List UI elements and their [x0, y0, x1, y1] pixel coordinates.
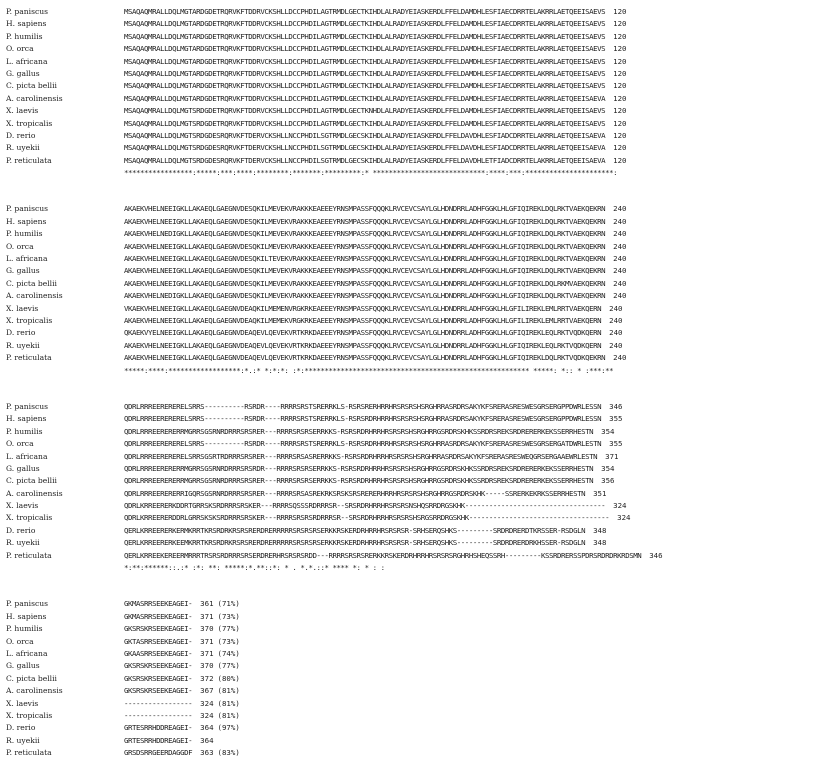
sequence-alignment — [6, 6, 663, 759]
alignment-row — [6, 722, 663, 734]
alignment-row — [6, 401, 663, 413]
alignment-row — [6, 747, 663, 759]
sequence: ----------------- — [124, 698, 193, 708]
alignment-row — [6, 253, 663, 265]
alignment-row — [6, 118, 663, 130]
identity-percent: (77%) — [217, 624, 240, 634]
alignment-block — [6, 598, 663, 759]
species-name: C. picta bellii — [6, 673, 57, 683]
sequence: GKSRSKRSEEKEAGEI- — [124, 624, 193, 634]
species-name: O. orca — [6, 636, 34, 646]
sequence: GRSDSRRGEERDAGGDF — [124, 748, 193, 758]
position-number: 240 — [613, 216, 627, 226]
species-name: C. picta bellii — [6, 81, 57, 91]
sequence: GKMASRRSEEKEAGEI- — [124, 599, 193, 609]
alignment-block — [6, 6, 663, 179]
sequence: QDRLRRREERERERELSRRS----------RSRDR----RRRRSRSTSRERRKLS-RSRSRDRHRRHRSRSRSHSRGHRRASRDRSAKYKFSRERASRESWESGRSERGPPDWRLESSN — [124, 414, 602, 424]
position-number: 240 — [613, 353, 627, 363]
species-name: H. sapiens — [6, 414, 47, 424]
sequence: MSAQAQMRALLDQLMGTSRDGDESRQRVKFTDERVCKSHLLNCCPHDILSGTRMDLGECSKIHDLALRADYEIASKERDLFFELDAVDHLESFIADCDRRTELAKRRLAETQEEISAEVA — [124, 130, 606, 140]
identity-percent: (81%) — [217, 686, 240, 696]
species-name: X. laevis — [6, 106, 39, 116]
position-number: 120 — [613, 44, 627, 54]
consensus-row — [6, 365, 663, 377]
position-number: 120 — [613, 7, 627, 16]
consensus-symbols: *****:****:******************:*.:* *:*:*: :*:******************************************************** *****: *:: * :***:** — [124, 365, 614, 375]
sequence: VKAEKVHELNEEIGKLLAKAEQLGAEGNVDEAQKILMEMENVRGKRKEAEEEYRNSMPASSFQQQKLRVCEVCSAYLGLHDNDRRLADHFGGKLHLGFILIREKLEMLRRTVAEKQERN — [124, 303, 602, 313]
alignment-row — [6, 500, 663, 512]
identity-percent: (74%) — [217, 648, 240, 658]
alignment-row — [6, 68, 663, 80]
position-number: 240 — [609, 340, 623, 350]
alignment-row — [6, 105, 663, 117]
alignment-row — [6, 130, 663, 142]
position-number: 240 — [613, 229, 627, 239]
sequence: AKAEKVHELNEEIGKLLAKAEQLGAEGNVDESQKILMEVEKVRAKKKEAEEEYRNSMPASSFQQQKLRVCEVCSAYLGLHDNDRRLADHFGGKLHLGFIQIREKLDQLRKTVAEKQEKRN — [124, 216, 606, 226]
sequence: MSAQAQMRALLDQLMGTARDGDETRQRVKFTDDRVCKSHLLDCCPHDILAGTRMDLGECTKIHDLALRADYEIASKERDLFFELDAMDHLESFIAECDRRTELAKRRLAETQEEISAEVS — [124, 7, 606, 16]
position-number: 370 — [200, 624, 214, 634]
alignment-block — [6, 203, 663, 376]
alignment-row — [6, 93, 663, 105]
alignment-row — [6, 550, 663, 562]
identity-percent: (83%) — [217, 748, 240, 758]
alignment-row — [6, 598, 663, 610]
sequence: QDRLRRREERERERRMGRRSGSRNRDRRRSRSRDR---RRRRSRSRSERRKKS-RSRSRDRHRRHRSRSRSHSRGHRRGSRDRSKHKSSRDRSREKSRDRERERKEKSSERRHESTN — [124, 463, 594, 473]
species-name: O. orca — [6, 439, 34, 449]
sequence: AKAEKVHELNEEIGKLLAKAEQLGAEGNVDEAQEVLQEVEKVRTKRKDAEEEYRNSMPASSFQQQKLRVCEVCSAYLGLHDNDRRLADHFGGKLHLGFIQIREKLEQLRKTVQDKQERN — [124, 340, 602, 350]
species-name: H. sapiens — [6, 216, 47, 226]
species-name: R. uyekii — [6, 735, 40, 745]
consensus-row — [6, 562, 663, 574]
sequence: AKAEKVHELNEEIGKLLAKAEQLGAEGNVDESQKILMEVEKVRAKKKEAEEEYRNSMPASSFQQQKLRVCEVCSAYLGLHDNDRRLADHFGGKLHLGFIQIREKLDQLRKTVAEKQEKRN — [124, 241, 606, 251]
position-number: 120 — [613, 93, 627, 103]
species-name: X. laevis — [6, 303, 39, 313]
species-name: P. paniscus — [6, 204, 49, 214]
consensus-spacer — [6, 562, 124, 574]
position-number: 240 — [613, 291, 627, 301]
species-name: G. gallus — [6, 463, 40, 473]
alignment-row — [6, 438, 663, 450]
species-name: X. laevis — [6, 501, 39, 511]
alignment-row — [6, 303, 663, 315]
consensus-spacer — [6, 365, 124, 377]
identity-percent: (80%) — [217, 673, 240, 683]
sequence: GKTASRRSEEKEAGEI- — [124, 636, 193, 646]
position-number: 120 — [613, 106, 627, 116]
position-number: 346 — [609, 401, 623, 411]
sequence: MSAQAQMRALLDQLMGTARDGDETRQRVKFTDDRVCKSHLLDCCPHDILAGTRMDLGECTKIHDLALRADYEIASKERDLFFELDAMDHLESFIAECDRRTELAKRRLAETQEEISAEVS — [124, 19, 606, 29]
position-number: 370 — [200, 661, 214, 671]
position-number: 371 — [605, 451, 619, 461]
sequence: QERLKRREERERKERMKRRTKRSRDRKRSRSRERDRERRRRRSRSRSRSERKKRSKERDRHRRHRSRSRSR-SRHSERQSHKS---------SRDRDRERDTKRSSER-RSDGLN — [124, 525, 586, 535]
identity-percent: (81%) — [217, 698, 240, 708]
sequence: MSAQAQMRALLDQLMGTSRDGDESRQRVKFTDERVCKSHLLNCCPHDILSGTRMDLGECSKIHDLALRADYEIASKERDLFFELDAVDHLESFIADCDRRTELAKRRLAETQEEISAEVA — [124, 143, 606, 153]
species-name: G. gallus — [6, 661, 40, 671]
position-number: 120 — [613, 56, 627, 66]
alignment-row — [6, 216, 663, 228]
species-name: X. tropicalis — [6, 315, 53, 325]
position-number: 120 — [613, 68, 627, 78]
sequence: AKAEKVHELNEDIGKLLAKAEQLGAEGNVDESQKILMEVEKVRAKKKEAEEEYRNSMPASSFQQQKLRVCEVCSAYLGLHDNDRRLADHFGGKLHLGFIQIREKLDQLRKTVAEKQEKRN — [124, 291, 606, 301]
position-number: 356 — [601, 476, 615, 486]
species-name: L. africana — [6, 451, 48, 461]
sequence: QKAEKVYELNEEIGKLLAKAEQLGAEGNVDEAQEVLQEVEKVRTKRKDAEEEYRNSMPASSFQQQKLRVCEVCSAYLGLHDNDRRLADHFGGKLHLGFIQIREKLEQLRKTVQDKQERN — [124, 328, 602, 338]
alignment-row — [6, 80, 663, 92]
species-name: P. humilis — [6, 624, 43, 634]
position-number: 120 — [613, 81, 627, 91]
sequence: MSAQAQMRALLDQLMGTARDGDETRQRVKFTDDRVCKSHLLDCCPHDILAGTRMDLGECTKIHDLALRADYEIASKERDLFFELDAMDHLESFIAECDRRTELAKRRLAETQEEISAEVS — [124, 44, 606, 54]
alignment-row — [6, 463, 663, 475]
sequence: QERLKRREEKEREERMRRRTRSRSRDRRRSRSERDRERHRSRSRSRDD---RRRRSRSRSRERKKRSKERDRHRRHRSRSRSRGHRHSHEQSSRH---------KSSRDRERSSPDRSRDRDRKRDSMN — [124, 550, 642, 560]
position-number: 354 — [601, 426, 615, 436]
sequence: MSAQAQMRALLDQLMGTARDGDETRQRVKFTDDRVCKSHLLDCCPHDILAGTRMDLGECTKIHDLALRADYEIASKERDLFFELDAMDHLESFIAECDRRTELAKRRLAETQEEISAEVS — [124, 31, 606, 41]
position-number: 324 — [617, 513, 631, 523]
sequence: AKAEKVHELNEEIGKLLAKAEQLGAEGNVDESQKILMEVEKVRAKKKEAEEEYRNSMPASSFQQQKLRVCEVCSAYLGLHDNDRRLADHFGGKLHLGFIQIREKLDQLRKTVAEKQEKRN — [124, 204, 606, 214]
alignment-row — [6, 327, 663, 339]
sequence: MSAQAQMRALLDQLMGTARDGDETRQRVKFTDDRVCKSHLLDCCPHDILAGTRMDLGECTKIHDLALRADYEIASKERDLFFELDAMDHLESFIAECDRRTELAKRRLAETQEEISAEVS — [124, 68, 606, 78]
species-name: O. orca — [6, 241, 34, 251]
identity-percent: (77%) — [217, 661, 240, 671]
position-number: 324 — [200, 698, 214, 708]
position-number: 364 — [200, 735, 214, 745]
species-name: D. rerio — [6, 723, 36, 733]
alignment-row — [6, 142, 663, 154]
identity-percent: (97%) — [217, 723, 240, 733]
position-number: 120 — [613, 118, 627, 128]
species-name: G. gallus — [6, 68, 40, 78]
species-name: G. gallus — [6, 266, 40, 276]
alignment-row — [6, 525, 663, 537]
species-name: X. tropicalis — [6, 118, 53, 128]
position-number: 346 — [649, 550, 663, 560]
position-number: 371 — [200, 636, 214, 646]
species-name: O. orca — [6, 44, 34, 54]
sequence: GKSRSKRSEEKEAGEI- — [124, 661, 193, 671]
species-name: P. humilis — [6, 31, 43, 41]
species-name: L. africana — [6, 254, 48, 264]
species-name: X. tropicalis — [6, 710, 53, 720]
species-name: L. africana — [6, 56, 48, 66]
position-number: 240 — [613, 241, 627, 251]
alignment-row — [6, 735, 663, 747]
sequence: MSAQAQMRALLDQLMGTARDGDETRQRVKFTDDRVCKSHLLDCCPHDILAGTRMDLGECTKIHDLALRADYEIASKERDLFFELDAMDHLESFIAECDRRTELAKRRLAETQEEISAEVA — [124, 93, 606, 103]
species-name: D. rerio — [6, 130, 36, 140]
species-name: R. uyekii — [6, 340, 40, 350]
sequence: GRTESRRHDDREAGEI- — [124, 735, 193, 745]
sequence: GKAASRRSEEKEAGEI- — [124, 648, 193, 658]
species-name: A. carolinensis — [6, 488, 63, 498]
position-number: 354 — [601, 463, 615, 473]
sequence: QDRLKRREERERDDRLGRRSKSKSRDRRRSRSKER---RRRRSRSRSRDRRRSR--SRSRDRHRRHRSRSRSHSRGSRRDRGSKHK----------------------------------- — [124, 513, 610, 523]
position-number: 120 — [613, 130, 627, 140]
alignment-row — [6, 648, 663, 660]
sequence: QDRLKRREERERKDDRTGRRSKSRDRRRSRSKER---RRRRSQSSSRDRRRSR--SRSRDRHRRHRSRSRSNSHQSRRDRGSKHK----------------------------------- — [124, 501, 606, 511]
alignment-row — [6, 685, 663, 697]
consensus-spacer — [6, 167, 124, 179]
sequence: QERLKRREERERKEEMKRRTKRSRDRKRSRSRERDRERRRRRSRSRSRSERKKRSKERDRHRRHRSRSRSR-SRHSERQSHKS---------SRDRDRERDRKHSSER-RSDGLN — [124, 538, 586, 548]
alignment-row — [6, 155, 663, 167]
alignment-row — [6, 710, 663, 722]
species-name: D. rerio — [6, 525, 36, 535]
species-name: P. reticulata — [6, 155, 52, 165]
sequence: GKMASRRSEEKEAGEI- — [124, 611, 193, 621]
species-name: P. reticulata — [6, 748, 52, 758]
alignment-row — [6, 265, 663, 277]
species-name: P. paniscus — [6, 401, 49, 411]
position-number: 355 — [609, 439, 623, 449]
alignment-row — [6, 636, 663, 648]
position-number: 120 — [613, 155, 627, 165]
species-name: C. picta bellii — [6, 278, 57, 288]
alignment-row — [6, 451, 663, 463]
sequence: QDRLRRREERERERELSRRS----------RSRDR----RRRRSRSTSRERRKLS-RSRSRDRHRRHRSRSRSHSRGHRRASRDRSAKYKFSRERASRESWESGRSERGATDWRLESTN — [124, 439, 602, 449]
species-name: A. carolinensis — [6, 93, 63, 103]
species-name: X. tropicalis — [6, 513, 53, 523]
sequence: GKSRSKRSEEKEAGEI- — [124, 673, 193, 683]
position-number: 371 — [200, 648, 214, 658]
identity-percent: (73%) — [217, 636, 240, 646]
sequence: AKAEKVHELNEEIGKLLAKAEQLGAEGNVDESQKILMEVEKVRAKKKEAEEEYRNSMPASSFQQQKLRVCEVCSAYLGLHDNDRRLADHFGGKLHLGFIQIREKLDQLRKMVAEKQEKRN — [124, 278, 606, 288]
sequence: MSAQAQMRALLDQLMGTSRDGDETRQRVKFTDDRVCKSHLLDCCPHDILAGTRMDLGECTKNHDLALRADYEIASKERDLFFELDAMDHLESFIAECDRRTELAKRRLAETQEEISAEVS — [124, 106, 606, 116]
alignment-block — [6, 401, 663, 574]
alignment-row — [6, 537, 663, 549]
alignment-row — [6, 203, 663, 215]
species-name: L. africana — [6, 648, 48, 658]
position-number: 348 — [593, 538, 607, 548]
species-name: P. humilis — [6, 229, 43, 239]
species-name: R. uyekii — [6, 538, 40, 548]
species-name: C. picta bellii — [6, 476, 57, 486]
species-name: A. carolinensis — [6, 291, 63, 301]
sequence: GRTESRRHDDREAGEI- — [124, 723, 193, 733]
alignment-row — [6, 315, 663, 327]
alignment-row — [6, 426, 663, 438]
alignment-row — [6, 352, 663, 364]
position-number: 240 — [613, 204, 627, 214]
species-name: R. uyekii — [6, 143, 40, 153]
sequence: AKAEKVHELNEDIGKLLAKAEQLGAEGNVDESQKILMEVEKVRAKKKEAEEEYRNSMPASSFQQQKLRVCEVCSAYLGLHDNDRRLADHFGGKLHLGFIQIREKLDQLRKTVAEKQEKRN — [124, 229, 606, 239]
alignment-row — [6, 31, 663, 43]
alignment-row — [6, 475, 663, 487]
sequence: MSAQAQMRALLDQLMGTSRDGDETRQRVKFTDDRVCKSHLLDCCPHDILAGTRMDLGECTKIHDLALRADYEIASKERDLFFELDAMDHLESFIAECDRRTELAKRRLAETQEEISAEVS — [124, 118, 606, 128]
sequence: QDRLRRREERERERELSRRS----------RSRDR----RRRRSRSTSRERRKLS-RSRSRERHRRHRSRSRSHSRGHRRASRDRSAKYKFSRERASRESWESGRSERGPPDWRLESSN — [124, 401, 602, 411]
identity-percent: (71%) — [217, 599, 240, 609]
position-number: 240 — [613, 254, 627, 264]
position-number: 240 — [609, 315, 623, 325]
alignment-row — [6, 413, 663, 425]
sequence: QDRLRRREERERERRMGRRSGSRNRDRRRSRSRER---RRRRSRSRSERRKKS-RSRSRDRHRRHRSRSRSHSRGHRRGSRDRSKHKSSRDRSREKSRDRERERKEKSSERRHESTN — [124, 476, 594, 486]
sequence: QDRLRRREERERERRIGQRSGSRNRDRRRSRSRER---RRRRSRSASREKRKSRSKSRSRERERHRRHRSRSRSHSRGHRRGSRDRSKHK-----SSRERKEKRKSSERRHESTN — [124, 488, 586, 498]
species-name: H. sapiens — [6, 19, 47, 29]
sequence: ----------------- — [124, 710, 193, 720]
alignment-row — [6, 56, 663, 68]
sequence: QDRLRRREERERERELSRRSGSRTRDRRRSRSRER---RRRRSRSASRERRKKS-RSRSRDRHRRHRSRSRSHSRGHRRASRDRSAKYKFSRERASRESWEQGRSERGAAEWRLESTN — [124, 451, 598, 461]
alignment-row — [6, 512, 663, 524]
species-name: P. reticulata — [6, 353, 52, 363]
position-number: 120 — [613, 31, 627, 41]
sequence: QDRLRRREERERERRMGRRSGSRNRDRRRSRSRER---RRRRSRSRSERRKKS-RSRSRDRHRRHRSRSRSHSRGHRRGSRDRSKHKSSRDRSREKSRDRERERKEKSSERRHESTN — [124, 426, 594, 436]
position-number: 371 — [200, 611, 214, 621]
sequence: AKAEKVHELNEEIGKLLAKAEQLGAEGNVDEAQEVLQEVEKVRTKRKDAEEEYRNSMPASSFQQQKLRVCEVCSAYLGLHDNDRRLADHFGGKLHLGFIQIREKLDQLRKTVQDKQEKRN — [124, 353, 606, 363]
sequence: AKAEKVHELNEEIGKLLAKAEQLGAEGNVDEAQKILMEMEKVRGKRKEAEEEYRNSMPASSFQQQKLRVCEVCSAYLGLHDNDRRLADHFGGKLHLGFILIREKLEMLRRTVAEKQERN — [124, 315, 602, 325]
species-name: P. paniscus — [6, 7, 49, 16]
alignment-row — [6, 228, 663, 240]
position-number: 372 — [200, 673, 214, 683]
position-number: 367 — [200, 686, 214, 696]
identity-percent: (81%) — [217, 710, 240, 720]
alignment-row — [6, 6, 663, 18]
position-number: 351 — [593, 488, 607, 498]
position-number: 364 — [200, 723, 214, 733]
position-number: 355 — [609, 414, 623, 424]
position-number: 324 — [613, 501, 627, 511]
species-name: H. sapiens — [6, 611, 47, 621]
species-name: P. humilis — [6, 426, 43, 436]
alignment-row — [6, 340, 663, 352]
alignment-row — [6, 623, 663, 635]
position-number: 363 — [200, 748, 214, 758]
alignment-row — [6, 290, 663, 302]
position-number: 240 — [609, 328, 623, 338]
position-number: 240 — [609, 303, 623, 313]
alignment-row — [6, 241, 663, 253]
species-name: P. reticulata — [6, 550, 52, 560]
position-number: 120 — [613, 143, 627, 153]
consensus-symbols: *****************:*****:***:****:********:*******:*********:* ****************************:****:***:**********************: — [124, 168, 618, 178]
alignment-row — [6, 18, 663, 30]
position-number: 348 — [593, 525, 607, 535]
position-number: 240 — [613, 266, 627, 276]
species-name: X. laevis — [6, 698, 39, 708]
sequence: MSAQAQMRALLDQLMGTSRDGDESRQRVKFTDERVCKSHLLNCCPHDILSGTRMDLGECSKIHDLALRADYEIASKERDLFFELDAVDHLETFIADCDRRTELAKRRLAETQEEISAEVA — [124, 155, 606, 165]
consensus-row — [6, 167, 663, 179]
position-number: 361 — [200, 599, 214, 609]
consensus-symbols: *:**:******::.:* :*: **: *****:*.**::*: * . *.*.::* **** *: * : : — [124, 563, 385, 573]
position-number: 324 — [200, 710, 214, 720]
alignment-row — [6, 278, 663, 290]
alignment-row — [6, 43, 663, 55]
species-name: P. paniscus — [6, 599, 49, 609]
species-name: D. rerio — [6, 328, 36, 338]
sequence: GKSRSKRSEEKEAGEI- — [124, 686, 193, 696]
sequence: MSAQAQMRALLDQLMGTARDGDETRQRVKFTDDRVCKSHLLDCCPHDILAGTRMDLGECTKIHDLALRADYEIASKERDLFFELDAMDHLESFIAECDRRTELAKRRLAETQEEISAEVS — [124, 81, 606, 91]
species-name: A. carolinensis — [6, 686, 63, 696]
alignment-row — [6, 488, 663, 500]
identity-percent: (73%) — [217, 611, 240, 621]
alignment-row — [6, 673, 663, 685]
position-number: 120 — [613, 19, 627, 29]
alignment-row — [6, 611, 663, 623]
alignment-row — [6, 698, 663, 710]
sequence: AKAEKVHELNEEIGKLLAKAEQLGAEGNVDESQKILTEVEKVRAKKKEAEEEYRNSMPASSFQQQKLRVCEVCSAYLGLHDNDRRLADHFGGKLHLGFIQIREKLDQLRKTVAEKQEKRN — [124, 254, 606, 264]
alignment-row — [6, 660, 663, 672]
sequence: MSAQAQMRALLDQLMGTARDGDETRQRVKFTDDRVCKSHLLDCCPHDILAGTRMDLGECTKIHDLALRADYEIASKERDLFFELDAMDHLESFIAECDRRTELAKRRLAETQEEISAEVS — [124, 56, 606, 66]
sequence: AKAEKVHELNEEIGKLLAKAEQLGAEGNVDESQKILMEVEKVRAKKKEAEEEYRNSMPASSFQQQKLRVCEVCSAYLGLHDNDRRLADHFGGKLHLGFIQIREKLDQLRKTVAEKQEKRN — [124, 266, 606, 276]
position-number: 240 — [613, 278, 627, 288]
